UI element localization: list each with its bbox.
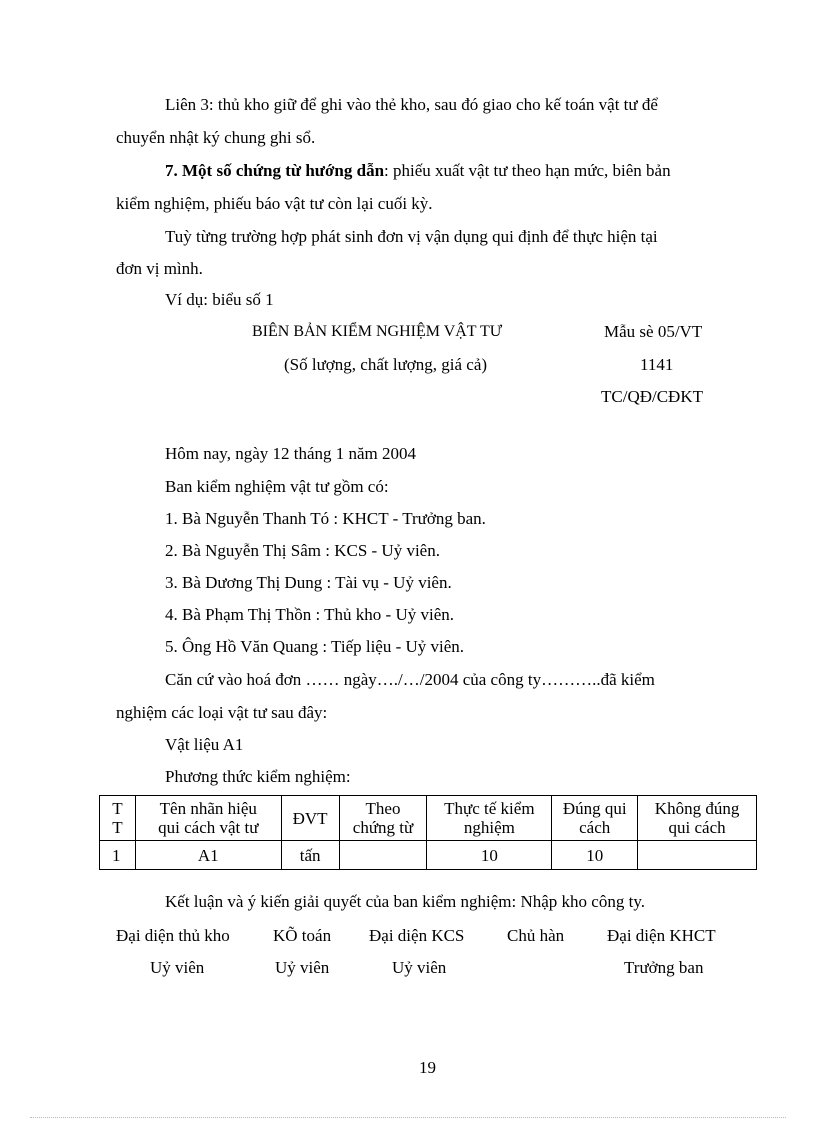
sig-title-khct: Đại diện KHCT: [607, 926, 716, 945]
material-label: Vật liệu A1: [165, 735, 244, 754]
col-header-stt-l1: T: [112, 799, 123, 818]
sig-role-2: Uỷ viên: [275, 958, 330, 977]
col-header-stt: [100, 796, 136, 841]
member-5: 5. Ông Hồ Văn Quang : Tiếp liệu - Uỷ viên.: [165, 637, 465, 656]
col-header-nonconforming: [638, 796, 757, 841]
form-subtitle: (Số lượng, chất lượng, giá cả): [284, 355, 488, 374]
cell-name: A1: [135, 841, 281, 870]
col-header-nonconforming-l1: Không đúng: [654, 799, 740, 818]
para2-line1: [165, 161, 671, 181]
form-title: BIÊN BẢN KIỂM NGHIỆM VẬT TƯ: [252, 323, 503, 340]
sig-title-kcs: Đại diện KCS: [369, 926, 465, 945]
cell-conforming: 10: [552, 841, 638, 870]
col-header-conforming-l1: Đúng qui: [562, 799, 627, 818]
cell-stt: 1: [100, 841, 136, 870]
committee-intro: Ban kiểm nghiệm vật tư gồm có:: [165, 477, 389, 496]
cell-unit: tấn: [281, 841, 339, 870]
conclusion: Kết luận và ý kiến giải quyết của ban kiểm nghiệm: Nhập kho công ty.: [165, 892, 645, 911]
form-code-1: Mẫu sè 05/VT: [604, 322, 703, 341]
col-header-name-l2: qui cách vật tư: [158, 818, 259, 837]
para3-line2: đơn vị mình.: [116, 259, 203, 278]
col-header-by-doc-l1: Theo: [365, 799, 401, 818]
table-header-row: [100, 796, 757, 841]
basis-line2: nghiệm các loại vật tư sau đây:: [116, 703, 328, 722]
basis-line1: [165, 670, 737, 690]
col-header-conforming-l2: cách: [579, 818, 611, 837]
member-2: 2. Bà Nguyễn Thị Sâm : KCS - Uỷ viên.: [165, 541, 440, 560]
para3-line1: Tuỳ từng trường hợp phát sinh đơn vị vận dụng qui định để thực hiện tại: [165, 227, 658, 246]
inspection-table: [99, 795, 757, 870]
para1-line1-text: Liên 3: thủ kho giữ để ghi vào thẻ kho, sau đó giao cho kế toán vật tư để: [165, 95, 658, 114]
sig-title-accountant: KÕ toán: [273, 926, 332, 945]
col-header-unit: [281, 796, 339, 841]
member-1: 1. Bà Nguyễn Thanh Tó : KHCT - Trưởng ban.: [165, 509, 486, 528]
cell-actual: 10: [427, 841, 552, 870]
col-header-unit-l1: ĐVT: [292, 808, 328, 828]
member-3: 3. Bà Dương Thị Dung : Tài vụ - Uỷ viên.: [165, 573, 452, 592]
para2-line2: kiểm nghiệm, phiếu báo vật tư còn lại cuối kỳ.: [116, 194, 433, 213]
para2-heading: 7. Một số chứng từ hướng dẫn: [165, 161, 385, 180]
sig-role-3: Uỷ viên: [392, 958, 447, 977]
page-bottom-divider: [30, 1117, 786, 1118]
date-line: Hôm nay, ngày 12 tháng 1 năm 2004: [165, 444, 417, 463]
col-header-name: [135, 796, 281, 841]
col-header-actual-l2: nghiệm: [463, 818, 515, 837]
col-header-actual: [427, 796, 552, 841]
cell-by-doc: [339, 841, 427, 870]
col-header-by-doc: [339, 796, 427, 841]
form-code-3: TC/QĐ/CĐKT: [601, 387, 703, 406]
table-row: [100, 841, 757, 870]
method-label: Phương thức kiểm nghiệm:: [165, 767, 351, 786]
para2-line1-rest: : phiếu xuất vật tư theo hạn mức, biên bản: [384, 161, 671, 180]
sig-role-4: Trưởng ban: [624, 958, 704, 977]
col-header-stt-l2: T: [112, 818, 123, 837]
cell-nonconforming: [638, 841, 757, 870]
page-number: 19: [419, 1058, 436, 1077]
col-header-conforming: [552, 796, 638, 841]
para1-line2: chuyển nhật ký chung ghi sổ.: [116, 128, 316, 147]
col-header-name-l1: Tên nhãn hiệu: [159, 799, 257, 818]
para1-line1: [165, 95, 740, 115]
example-label: Ví dụ: biểu số 1: [165, 290, 274, 309]
col-header-nonconforming-l2: qui cách: [668, 818, 726, 837]
form-code-2: 1141: [640, 355, 674, 374]
col-header-actual-l1: Thực tế kiểm: [444, 799, 535, 818]
col-header-by-doc-l2: chứng từ: [352, 818, 414, 837]
sig-title-storekeeper: Đại diện thủ kho: [116, 926, 230, 945]
member-4: 4. Bà Phạm Thị Thồn : Thủ kho - Uỷ viên.: [165, 605, 454, 624]
sig-title-chu-han: Chủ hàn: [507, 926, 565, 945]
sig-role-1: Uỷ viên: [150, 958, 205, 977]
basis-line1-text: Căn cứ vào hoá đơn …… ngày…./…/2004 của công ty………..đã kiểm: [165, 670, 655, 689]
